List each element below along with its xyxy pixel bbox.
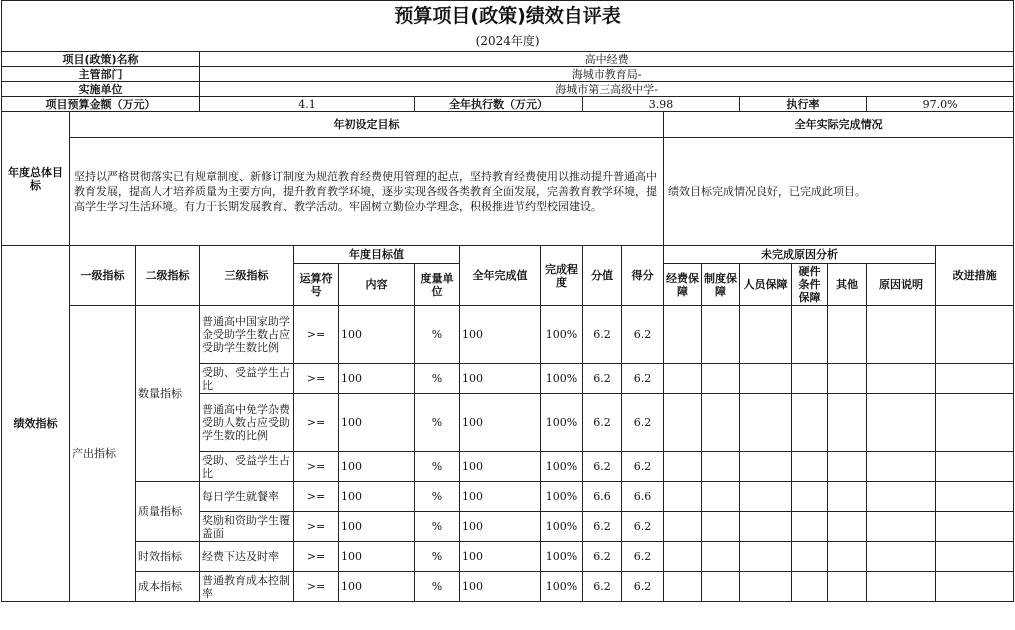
metric-content: 100 [339, 482, 415, 512]
rate-value: 97.0% [867, 97, 1014, 112]
reason-cell [867, 452, 936, 482]
reason-cell [792, 306, 828, 364]
metric-unit: % [415, 364, 460, 394]
metric-value: 6.2 [583, 542, 622, 572]
metric-value: 6.2 [583, 452, 622, 482]
metric-name: 受助、受益学生占比 [200, 452, 294, 482]
evaluation-table [1, 0, 1014, 602]
metric-name: 普通高中国家助学金受助学生数占应受助学生数比例 [200, 306, 294, 364]
performance-self-evaluation-sheet [1, 0, 1014, 630]
header-reason-other: 其他 [828, 264, 867, 306]
metric-unit: % [415, 306, 460, 364]
metric-operator: >= [294, 512, 339, 542]
metric-completion: 100% [541, 306, 583, 364]
goal-section-label: 年度总体目标 [2, 112, 70, 246]
metrics-section-label: 绩效指标 [2, 246, 70, 602]
reason-cell [740, 394, 792, 452]
improve-cell [936, 364, 1014, 394]
metric-operator: >= [294, 394, 339, 452]
reason-cell [702, 572, 740, 602]
project-name-label: 项目(政策)名称 [2, 52, 200, 67]
reason-cell [740, 452, 792, 482]
metric-operator: >= [294, 306, 339, 364]
header-reason-group: 未完成原因分析 [664, 246, 936, 264]
level2-quantity-label: 数量指标 [136, 306, 200, 482]
metric-score: 6.2 [622, 572, 664, 602]
metric-actual: 100 [460, 394, 541, 452]
reason-cell [740, 572, 792, 602]
metric-unit: % [415, 542, 460, 572]
metric-name: 受助、受益学生占比 [200, 364, 294, 394]
reason-cell [792, 542, 828, 572]
header-level1: 一级指标 [70, 246, 136, 306]
actual-goal-header: 全年实际完成情况 [664, 112, 1014, 138]
reason-cell [702, 542, 740, 572]
header-reason-hardware: 硬件条件保障 [792, 264, 828, 306]
reason-cell [702, 512, 740, 542]
reason-cell [828, 394, 867, 452]
reason-cell [828, 512, 867, 542]
reason-cell [664, 394, 702, 452]
metric-actual: 100 [460, 364, 541, 394]
reason-cell [792, 364, 828, 394]
metric-completion: 100% [541, 394, 583, 452]
reason-cell [740, 364, 792, 394]
reason-cell [792, 394, 828, 452]
metric-score: 6.6 [622, 482, 664, 512]
reason-cell [740, 306, 792, 364]
reason-cell [828, 306, 867, 364]
improve-cell [936, 452, 1014, 482]
reason-cell [740, 482, 792, 512]
metric-completion: 100% [541, 512, 583, 542]
reason-cell [867, 572, 936, 602]
improve-cell [936, 306, 1014, 364]
reason-cell [867, 306, 936, 364]
metric-unit: % [415, 512, 460, 542]
metric-content: 100 [339, 364, 415, 394]
level1-output-label: 产出指标 [70, 306, 136, 602]
metric-actual: 100 [460, 512, 541, 542]
header-actual: 全年完成值 [460, 246, 541, 306]
report-year: (2024年度) [2, 31, 1014, 52]
reason-cell [664, 364, 702, 394]
project-name-value: 高中经费 [200, 52, 1014, 67]
reason-cell [702, 364, 740, 394]
metric-operator: >= [294, 482, 339, 512]
reason-cell [702, 482, 740, 512]
page-title: 预算项目(政策)绩效自评表 [2, 1, 1014, 32]
metric-name: 奖励和资助学生覆盖面 [200, 512, 294, 542]
exec-label: 全年执行数（万元） [415, 97, 583, 112]
reason-cell [867, 394, 936, 452]
header-reason-funds: 经费保障 [664, 264, 702, 306]
metric-unit: % [415, 482, 460, 512]
reason-cell [792, 452, 828, 482]
metric-score: 6.2 [622, 452, 664, 482]
metric-value: 6.2 [583, 512, 622, 542]
metric-completion: 100% [541, 482, 583, 512]
metric-content: 100 [339, 452, 415, 482]
metric-completion: 100% [541, 542, 583, 572]
header-completion: 完成程度 [541, 246, 583, 306]
metric-score: 6.2 [622, 364, 664, 394]
metric-operator: >= [294, 364, 339, 394]
dept-value: 海城市教育局- [200, 67, 1014, 82]
metric-completion: 100% [541, 452, 583, 482]
dept-label: 主管部门 [2, 67, 200, 82]
reason-cell [828, 482, 867, 512]
improve-cell [936, 482, 1014, 512]
reason-cell [867, 482, 936, 512]
metric-value: 6.2 [583, 306, 622, 364]
reason-cell [664, 482, 702, 512]
metric-actual: 100 [460, 572, 541, 602]
reason-cell [664, 306, 702, 364]
reason-cell [828, 364, 867, 394]
metric-completion: 100% [541, 364, 583, 394]
improve-cell [936, 542, 1014, 572]
metric-value: 6.6 [583, 482, 622, 512]
metric-actual: 100 [460, 306, 541, 364]
header-level2: 二级指标 [136, 246, 200, 306]
metric-name: 普通高中免学杂费受助人数占应受助学生数的比例 [200, 394, 294, 452]
reason-cell [792, 572, 828, 602]
budget-value: 4.1 [200, 97, 415, 112]
reason-cell [792, 512, 828, 542]
metric-score: 6.2 [622, 306, 664, 364]
metric-operator: >= [294, 572, 339, 602]
reason-cell [664, 512, 702, 542]
metric-value: 6.2 [583, 572, 622, 602]
reason-cell [792, 482, 828, 512]
unit-label: 实施单位 [2, 82, 200, 97]
metric-content: 100 [339, 394, 415, 452]
header-content: 内容 [339, 264, 415, 306]
initial-goal-text: 坚持以严格贯彻落实已有规章制度、新修订制度为规范教育经费使用管理的起点，坚持教育经费使用以推动提升普通高中教育发展，提高人才培养质量为主要方向，提升教育教学环境，逐步实现各级各类教育全面发展，完善教育教学环境，提高学生学习生活环境。有力于长期发展教育、教学活动。牢固树立勤俭办学理念，积极推进节约型校园建设。 [70, 138, 664, 246]
level2-cost-label: 成本指标 [136, 572, 200, 602]
reason-cell [828, 572, 867, 602]
reason-cell [702, 452, 740, 482]
header-unit: 度量单位 [415, 264, 460, 306]
metric-unit: % [415, 572, 460, 602]
reason-cell [867, 364, 936, 394]
reason-cell [740, 542, 792, 572]
header-target-group: 年度目标值 [294, 246, 460, 264]
metric-unit: % [415, 452, 460, 482]
metric-name: 普通教育成本控制率 [200, 572, 294, 602]
reason-cell [740, 512, 792, 542]
budget-label: 项目预算金额（万元） [2, 97, 200, 112]
metric-content: 100 [339, 512, 415, 542]
actual-goal-text: 绩效目标完成情况良好，已完成此项目。 [664, 138, 1014, 246]
metric-content: 100 [339, 542, 415, 572]
reason-cell [702, 306, 740, 364]
metric-value: 6.2 [583, 364, 622, 394]
header-operator: 运算符号 [294, 264, 339, 306]
reason-cell [664, 452, 702, 482]
level2-quality-label: 质量指标 [136, 482, 200, 542]
exec-value: 3.98 [583, 97, 740, 112]
header-score-value: 分值 [583, 246, 622, 306]
reason-cell [664, 572, 702, 602]
rate-label: 执行率 [740, 97, 867, 112]
level2-time-label: 时效指标 [136, 542, 200, 572]
reason-cell [867, 542, 936, 572]
metric-operator: >= [294, 452, 339, 482]
header-score: 得分 [622, 246, 664, 306]
metric-unit: % [415, 394, 460, 452]
metric-operator: >= [294, 542, 339, 572]
reason-cell [828, 542, 867, 572]
reason-cell [702, 394, 740, 452]
metric-actual: 100 [460, 452, 541, 482]
metric-content: 100 [339, 306, 415, 364]
metric-score: 6.2 [622, 542, 664, 572]
header-reason-system: 制度保障 [702, 264, 740, 306]
header-level3: 三级指标 [200, 246, 294, 306]
metric-score: 6.2 [622, 512, 664, 542]
unit-value: 海城市第三高级中学- [200, 82, 1014, 97]
reason-cell [828, 452, 867, 482]
metric-actual: 100 [460, 482, 541, 512]
metric-actual: 100 [460, 542, 541, 572]
metric-score: 6.2 [622, 394, 664, 452]
metric-value: 6.2 [583, 394, 622, 452]
header-reason-desc: 原因说明 [867, 264, 936, 306]
metric-name: 经费下达及时率 [200, 542, 294, 572]
reason-cell [867, 512, 936, 542]
metric-completion: 100% [541, 572, 583, 602]
header-improve: 改进措施 [936, 246, 1014, 306]
reason-cell [664, 542, 702, 572]
header-reason-staff: 人员保障 [740, 264, 792, 306]
improve-cell [936, 572, 1014, 602]
initial-goal-header: 年初设定目标 [70, 112, 664, 138]
improve-cell [936, 394, 1014, 452]
improve-cell [936, 512, 1014, 542]
metric-content: 100 [339, 572, 415, 602]
metric-name: 每日学生就餐率 [200, 482, 294, 512]
